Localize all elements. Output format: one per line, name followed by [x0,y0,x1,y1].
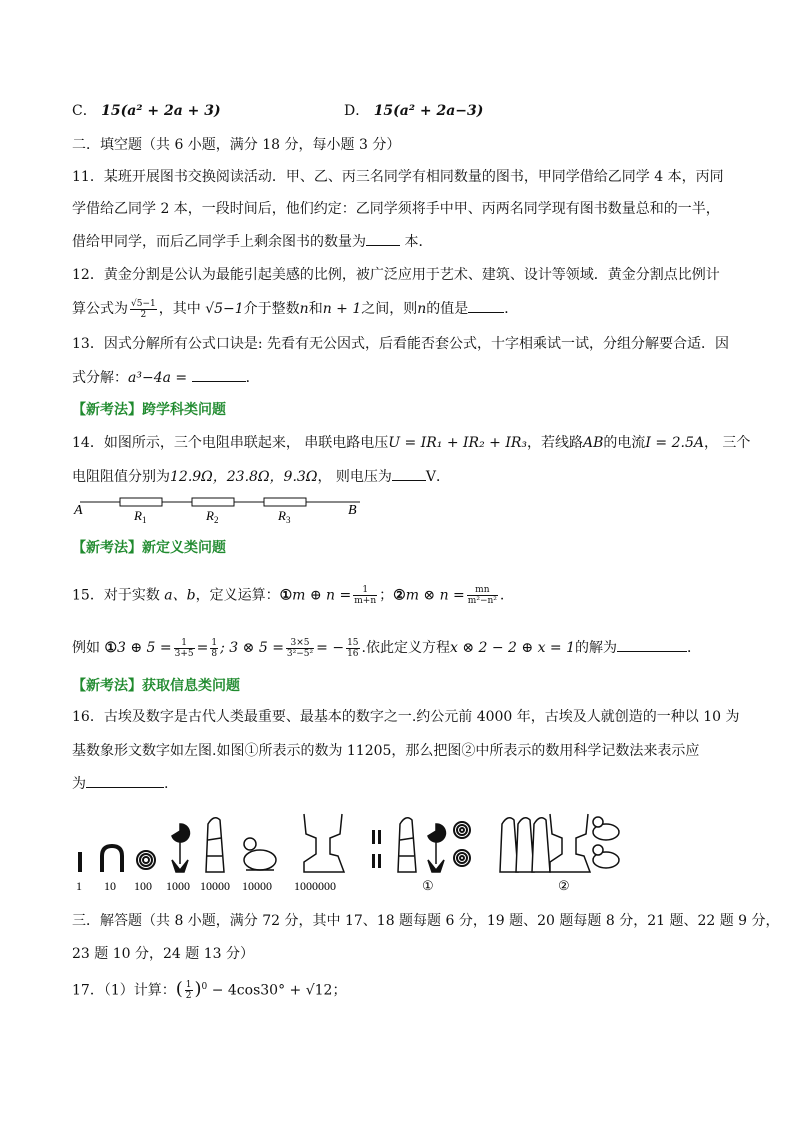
label-100: 100 [134,879,152,893]
q15-line1 [72,585,504,606]
q15-ex2b-frac [346,638,359,659]
q15-f2-num: mn [467,585,498,596]
q15-ex1-frac [174,638,195,659]
heel-bone-glyph [102,846,122,872]
q11-line1: 11．某班开展图书交换阅读活动．甲、乙、丙三名同学有相同数量的图书，甲同学借给乙同学 4 本，丙同 [72,169,724,185]
option-c-letter: C． [72,103,97,119]
tag-cross-discipline: 【新考法】跨学科类问题 [72,402,226,418]
q12-text-e: 之间，则 [361,301,418,317]
q15-ab: a、b [164,587,196,604]
q17-frac-num: 1 [185,980,192,991]
q12-n-plus-1: n + 1 [322,301,362,317]
q13-text-a: 式分解： [72,370,128,386]
label-1: 1 [76,879,82,893]
q12-text-f: 的值是 [426,301,469,317]
tag-new-definition: 【新考法】新定义类问题 [72,540,226,556]
q15-op1: m ⊕ n = [292,587,352,604]
q16-line1: 16．古埃及数字是古代人类最重要、最基本的数字之一.约公元前 4000 年，古埃及人就创造的一种以 10 为 [72,709,740,725]
q12-frac-den: 2 [140,309,147,320]
q15-f2-den: m²−n² [467,596,497,606]
q17-exponent: 0 [201,982,208,992]
r3-sub: 3 [285,515,291,525]
q15-ex2-num: 3×5 [286,638,314,649]
kneeling-man-glyph [304,814,344,872]
q12-var-n-2: n [417,301,427,317]
q15-ex2: ; 3 ⊗ 5 = [220,640,284,656]
q15-ex2b-num: 15 [347,637,359,648]
q14-text-d: ， 三个 [703,435,751,451]
q14-text-f: ， 则电压为 [317,469,392,485]
resistor-r2 [192,498,234,506]
q16-text-c: 为 [72,776,86,792]
r1-letter: R [134,508,142,523]
q17-fraction [185,980,193,1001]
circuit-diagram [72,494,372,528]
q13-line1: 13．因式分解所有公式口诀是: 先看有无公因式，后看能否套公式，十字相乘试一试，分组分解要合适．因 [72,336,729,352]
q15-answer-blank[interactable] [617,637,687,652]
q13-expression: a³−4a = [128,370,188,386]
q15-ex1-den: 3+5 [174,648,194,659]
figure2-frogs [593,817,619,868]
q15-circle-1: ① [279,587,293,604]
resistor-r2-label [205,508,218,525]
q17-line: 17．（1）计算：( $\frac{1}{2}$ )$^0$ − 4cos30° + √12； [72,978,347,1002]
q11-line2: 学借给乙同学 2 本，一段时间后，他们约定：乙同学须将手中甲、丙两名同学现有图书数量总和的一半， [72,201,720,217]
figure2-label: ② [558,878,570,893]
q12-sqrt-expr: √5−1 [205,301,244,317]
q15-semi: ； [379,587,394,604]
label-10000-b: 10000 [242,879,272,893]
finger-glyph [206,818,224,872]
r1-sub: 1 [141,515,147,525]
q13-line2 [72,367,260,388]
q15-ex1b-num: 1 [211,637,218,648]
label-1000: 1000 [166,879,190,893]
r3-letter: R [278,508,286,523]
q15-eq2: = − [316,640,345,656]
label-10000-a: 10000 [200,879,230,893]
q15-ex2-frac [286,638,314,659]
resistor-r3 [264,498,306,506]
q14-line2 [72,466,450,487]
q15-text-d: .依此定义方程 [361,640,450,656]
q15-text-c: 例如 [72,640,105,656]
q15-text-b: ，定义运算： [195,587,280,604]
q13-answer-blank[interactable] [192,367,246,382]
option-d-expression: 15(a² + 2a−3) [373,103,484,119]
lotus-glyph [172,824,189,872]
section3-line2: 23 题 10 分，24 题 13 分） [72,946,254,962]
q15-text-e: 的解为 [575,640,618,656]
q14-text-e: 电阻阻值分别为 [72,469,170,485]
q16-answer-blank[interactable] [86,773,164,788]
figure1-lotus [428,824,445,872]
q15-text-f: ． [687,640,702,656]
q15-eq: = [196,640,209,656]
r2-letter: R [206,508,214,523]
q14-current: I = 2.5A [645,435,704,451]
option-d-line [344,101,483,121]
section3-line1: 三．解答题（共 8 小题，满分 72 分，其中 17、18 题每题 6 分，19 题、20 题每题 8 分，21 题、22 题 9 分， [72,913,780,929]
q16-line3: 为 . [72,773,168,794]
q14-ab: AB [583,435,604,451]
coil-glyph [137,851,155,869]
q14-text-c: 的电流 [603,435,646,451]
circuit-label-b: B [348,503,357,518]
q15-f1-num: 1 [353,585,377,596]
q12-text-c: 介于整数 [243,301,300,317]
q15-ex1b-den: 8 [211,648,218,659]
q15-circle-2: ② [393,587,406,604]
q12-var-n: n [299,301,309,317]
label-10: 10 [104,879,116,893]
q15-ex2-den: 3²−5² [286,648,314,659]
q12-text-a: 算公式为 [72,301,128,317]
figure1-strokes [372,830,381,868]
q17-rest: − 4cos30° + √12； [207,982,347,999]
q12-frac-num: √5−1 [131,298,156,309]
figure2-fingers [500,818,550,872]
q15-equation: x ⊗ 2 − 2 ⊕ x = 1 [449,640,576,656]
q11-line3 [72,231,432,252]
stroke-glyph [78,852,82,872]
section2-heading: 二．填空题（共 6 小题，满分 18 分，每小题 3 分） [72,137,401,153]
q15-ex1-num: 1 [174,638,195,649]
resistor-r1-label [133,508,146,525]
resistor-r3-label [277,508,291,525]
q15-end: . [499,587,505,604]
figure1-finger [398,818,416,872]
q14-text-a: 14．如图所示，三个电阻串联起来， 串联电路电压 [72,435,389,451]
figure2-man [550,814,590,872]
circuit-label-a: A [74,503,83,518]
resistor-r1 [120,498,162,506]
option-c-line [72,101,221,121]
q12-text-b: ，其中 [158,301,206,317]
figure1-coils [454,822,470,866]
q12-text-g: ． [504,301,519,317]
q12-line2 [72,298,518,320]
q14-line1 [72,433,750,453]
tadpole-frog-glyph [244,838,276,870]
egyptian-numerals-figure [68,804,638,896]
q13-text-b: ． [245,370,260,386]
q14-text-b: ，若线路 [527,435,584,451]
q15-f1-den: m+n [354,596,377,606]
q17-frac-den: 2 [185,991,192,1002]
option-c-expression: 15(a² + 2a + 3) [101,103,221,119]
q16-line2: 基数象形文数字如左图.如图①所表示的数为 11205，那么把图②中所表示的数用科学记数法来表示应 [72,743,700,759]
q12-line1: 12．黄金分割是公认为最能引起美感的比例，被广泛应用于艺术、建筑、设计等领域．黄金分割点比例计 [72,267,720,283]
q15-ex2b-den: 16 [347,648,359,659]
q11-line3-end: 本． [400,234,433,250]
q14-values: 12.9Ω，23.8Ω，9.3Ω [170,469,318,485]
tag-info: 【新考法】获取信息类问题 [72,678,240,694]
q11-line3-text: 借给甲同学，而后乙同学手上剩余图书的数量为 [72,234,366,250]
option-d-letter: D． [344,103,370,119]
q11-answer-blank[interactable] [366,231,400,246]
q17-prefix: 17．（1）计算： [72,982,176,999]
q15-text-a: 15．对于实数 [72,587,165,604]
q12-answer-blank[interactable] [468,298,504,313]
q14-answer-blank[interactable] [392,466,426,481]
q14-formula: U = IR₁ + IR₂ + IR₃ [388,435,528,451]
label-1000000: 1000000 [294,879,336,893]
q15-frac2 [467,585,498,606]
q12-golden-fraction [130,299,157,320]
q15-circle-1b: ① [104,640,118,656]
figure1-label: ① [422,878,434,893]
q15-ex1: 3 ⊕ 5 = [117,640,172,656]
q15-op2: m ⊗ n = [405,587,465,604]
q15-line2 [72,637,701,659]
q14-text-g: V． [425,469,451,485]
q15-frac1 [353,585,377,606]
q12-text-d: 和 [308,301,323,317]
r2-sub: 2 [213,515,219,525]
q15-ex1b-frac [210,638,218,659]
